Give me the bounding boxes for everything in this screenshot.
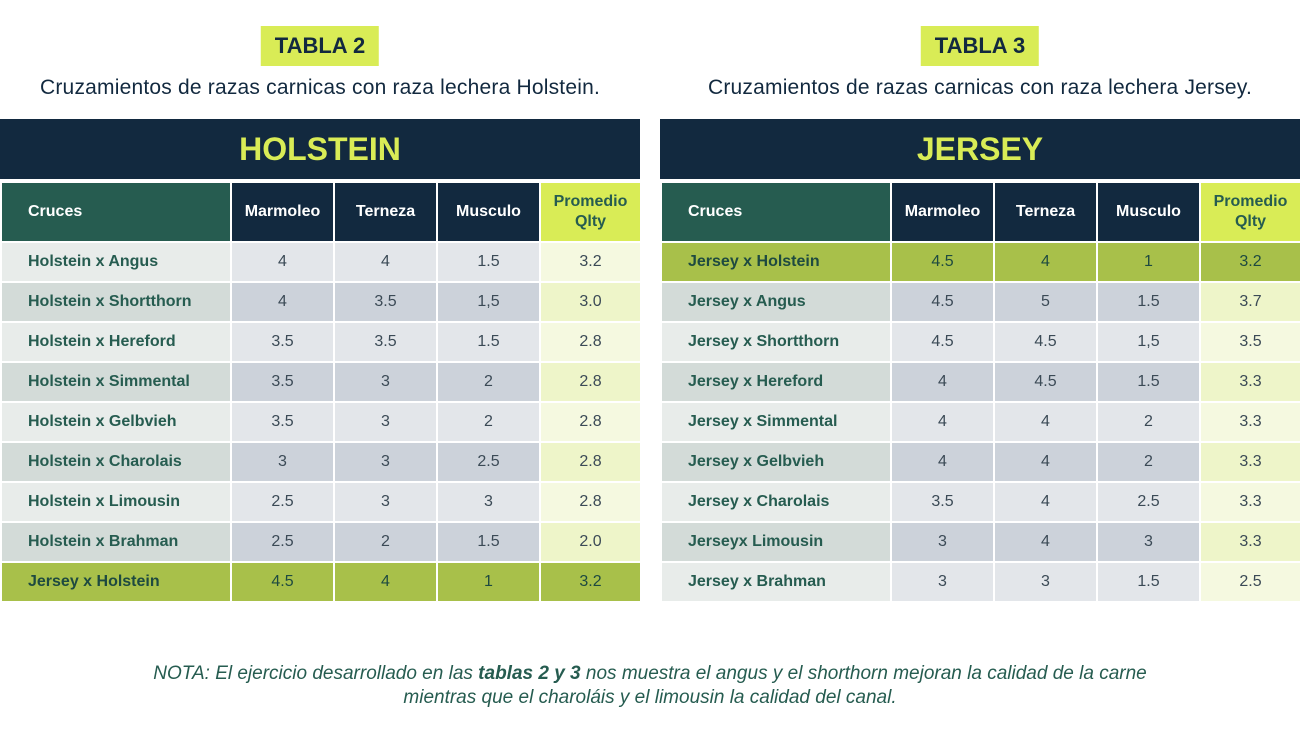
value-cell: 3	[891, 562, 994, 602]
value-cell: 4	[334, 242, 437, 282]
average-cell: 2.8	[540, 322, 641, 362]
table-row	[1, 282, 641, 322]
table-row	[1, 362, 641, 402]
table-row	[661, 282, 1300, 322]
value-cell: 3	[334, 402, 437, 442]
footnote-prefix: NOTA: El ejercicio desarrollado en las	[153, 663, 479, 684]
value-cell: 2	[334, 522, 437, 562]
value-cell: 1.5	[1097, 562, 1200, 602]
column-header: Musculo	[1097, 182, 1200, 242]
value-cell: 1.5	[437, 322, 540, 362]
table-row	[661, 442, 1300, 482]
table-row	[661, 522, 1300, 562]
table-header-title: HOLSTEIN	[0, 119, 640, 179]
cross-name-cell: Holstein x Brahman	[1, 522, 231, 562]
value-cell: 3	[891, 522, 994, 562]
value-cell: 3	[231, 442, 334, 482]
value-cell: 4	[891, 362, 994, 402]
cross-name-cell: Jersey x Angus	[661, 282, 891, 322]
value-cell: 1,5	[437, 282, 540, 322]
value-cell: 3.5	[891, 482, 994, 522]
value-cell: 1	[1097, 242, 1200, 282]
table-row	[1, 482, 641, 522]
data-table	[660, 181, 1300, 603]
average-cell: 3.7	[1200, 282, 1300, 322]
value-cell: 4	[334, 562, 437, 602]
cross-name-cell: Holstein x Shortthorn	[1, 282, 231, 322]
value-cell: 4	[994, 402, 1097, 442]
value-cell: 1	[437, 562, 540, 602]
value-cell: 2.5	[231, 522, 334, 562]
column-header: Terneza	[334, 182, 437, 242]
cross-name-cell: Holstein x Gelbvieh	[1, 402, 231, 442]
cross-name-cell: Jersey x Holstein	[661, 242, 891, 282]
value-cell: 4	[231, 242, 334, 282]
table-row	[661, 242, 1300, 282]
column-header: Marmoleo	[891, 182, 994, 242]
value-cell: 2	[437, 362, 540, 402]
column-header: Musculo	[437, 182, 540, 242]
cross-name-cell: Jersey x Shortthorn	[661, 322, 891, 362]
average-cell: 2.8	[540, 362, 641, 402]
cross-name-cell: Jersey x Gelbvieh	[661, 442, 891, 482]
table-header-row	[661, 182, 1300, 242]
table-header-row	[1, 182, 641, 242]
value-cell: 3.5	[231, 362, 334, 402]
average-cell: 3.3	[1200, 442, 1300, 482]
table-tag: TABLA 2	[261, 26, 379, 66]
table-row	[1, 402, 641, 442]
value-cell: 4	[994, 482, 1097, 522]
average-cell: 3.5	[1200, 322, 1300, 362]
table-row	[661, 482, 1300, 522]
value-cell: 4.5	[891, 282, 994, 322]
cross-name-cell: Holstein x Hereford	[1, 322, 231, 362]
column-header: Promedio Qlty	[1200, 182, 1300, 242]
value-cell: 3.5	[231, 402, 334, 442]
value-cell: 4	[994, 522, 1097, 562]
average-cell: 3.3	[1200, 482, 1300, 522]
value-cell: 2	[437, 402, 540, 442]
value-cell: 3	[334, 482, 437, 522]
table-row	[661, 562, 1300, 602]
footnote-line2: mientras que el charoláis y el limousin la calidad del canal.	[403, 687, 897, 708]
value-cell: 3.5	[231, 322, 334, 362]
footnote-bold: tablas 2 y 3	[478, 663, 581, 684]
cross-name-cell: Jersey x Brahman	[661, 562, 891, 602]
cross-name-cell: Holstein x Limousin	[1, 482, 231, 522]
average-cell: 2.5	[1200, 562, 1300, 602]
average-cell: 2.0	[540, 522, 641, 562]
value-cell: 3.5	[334, 322, 437, 362]
value-cell: 4	[231, 282, 334, 322]
table-panel-holstein	[0, 0, 640, 630]
column-header: Cruces	[1, 182, 231, 242]
footnote	[0, 662, 1300, 710]
table-row	[661, 362, 1300, 402]
column-header: Terneza	[994, 182, 1097, 242]
data-table	[0, 181, 642, 603]
value-cell: 4.5	[231, 562, 334, 602]
average-cell: 2.8	[540, 402, 641, 442]
value-cell: 1.5	[1097, 282, 1200, 322]
value-cell: 2.5	[1097, 482, 1200, 522]
value-cell: 1.5	[437, 522, 540, 562]
table-row	[1, 562, 641, 602]
value-cell: 4	[994, 242, 1097, 282]
column-header: Promedio Qlty	[540, 182, 641, 242]
column-header: Cruces	[661, 182, 891, 242]
average-cell: 3.3	[1200, 402, 1300, 442]
table-header-title: JERSEY	[660, 119, 1300, 179]
footnote-line1-rest: nos muestra el angus y el shorthorn mejoran la calidad de la carne	[580, 663, 1147, 684]
value-cell: 3.5	[334, 282, 437, 322]
cross-name-cell: Jersey x Holstein	[1, 562, 231, 602]
table-row	[661, 402, 1300, 442]
value-cell: 3	[334, 442, 437, 482]
value-cell: 1.5	[437, 242, 540, 282]
value-cell: 3	[334, 362, 437, 402]
value-cell: 4.5	[891, 322, 994, 362]
table-subtitle: Cruzamientos de razas carnicas con raza lechera Jersey.	[707, 76, 1252, 99]
cross-name-cell: Holstein x Charolais	[1, 442, 231, 482]
cross-name-cell: Holstein x Angus	[1, 242, 231, 282]
value-cell: 3	[1097, 522, 1200, 562]
table-row	[661, 322, 1300, 362]
average-cell: 3.3	[1200, 362, 1300, 402]
value-cell: 4	[891, 442, 994, 482]
value-cell: 5	[994, 282, 1097, 322]
cross-name-cell: Jersey x Hereford	[661, 362, 891, 402]
value-cell: 4.5	[891, 242, 994, 282]
table-tag: TABLA 3	[921, 26, 1039, 66]
table-panel-jersey	[660, 0, 1300, 630]
value-cell: 2.5	[437, 442, 540, 482]
value-cell: 1.5	[1097, 362, 1200, 402]
value-cell: 4	[994, 442, 1097, 482]
average-cell: 3.2	[540, 242, 641, 282]
value-cell: 4	[891, 402, 994, 442]
value-cell: 2	[1097, 442, 1200, 482]
value-cell: 4.5	[994, 362, 1097, 402]
value-cell: 2.5	[231, 482, 334, 522]
table-row	[1, 442, 641, 482]
average-cell: 2.8	[540, 482, 641, 522]
average-cell: 2.8	[540, 442, 641, 482]
column-header: Marmoleo	[231, 182, 334, 242]
average-cell: 3.0	[540, 282, 641, 322]
average-cell: 3.2	[540, 562, 641, 602]
average-cell: 3.2	[1200, 242, 1300, 282]
cross-name-cell: Jersey x Charolais	[661, 482, 891, 522]
table-subtitle: Cruzamientos de razas carnicas con raza lechera Holstein.	[40, 76, 600, 99]
value-cell: 2	[1097, 402, 1200, 442]
value-cell: 4.5	[994, 322, 1097, 362]
value-cell: 3	[994, 562, 1097, 602]
cross-name-cell: Jerseyx Limousin	[661, 522, 891, 562]
average-cell: 3.3	[1200, 522, 1300, 562]
table-row	[1, 242, 641, 282]
cross-name-cell: Holstein x Simmental	[1, 362, 231, 402]
value-cell: 1,5	[1097, 322, 1200, 362]
table-row	[1, 522, 641, 562]
table-row	[1, 322, 641, 362]
cross-name-cell: Jersey x Simmental	[661, 402, 891, 442]
value-cell: 3	[437, 482, 540, 522]
